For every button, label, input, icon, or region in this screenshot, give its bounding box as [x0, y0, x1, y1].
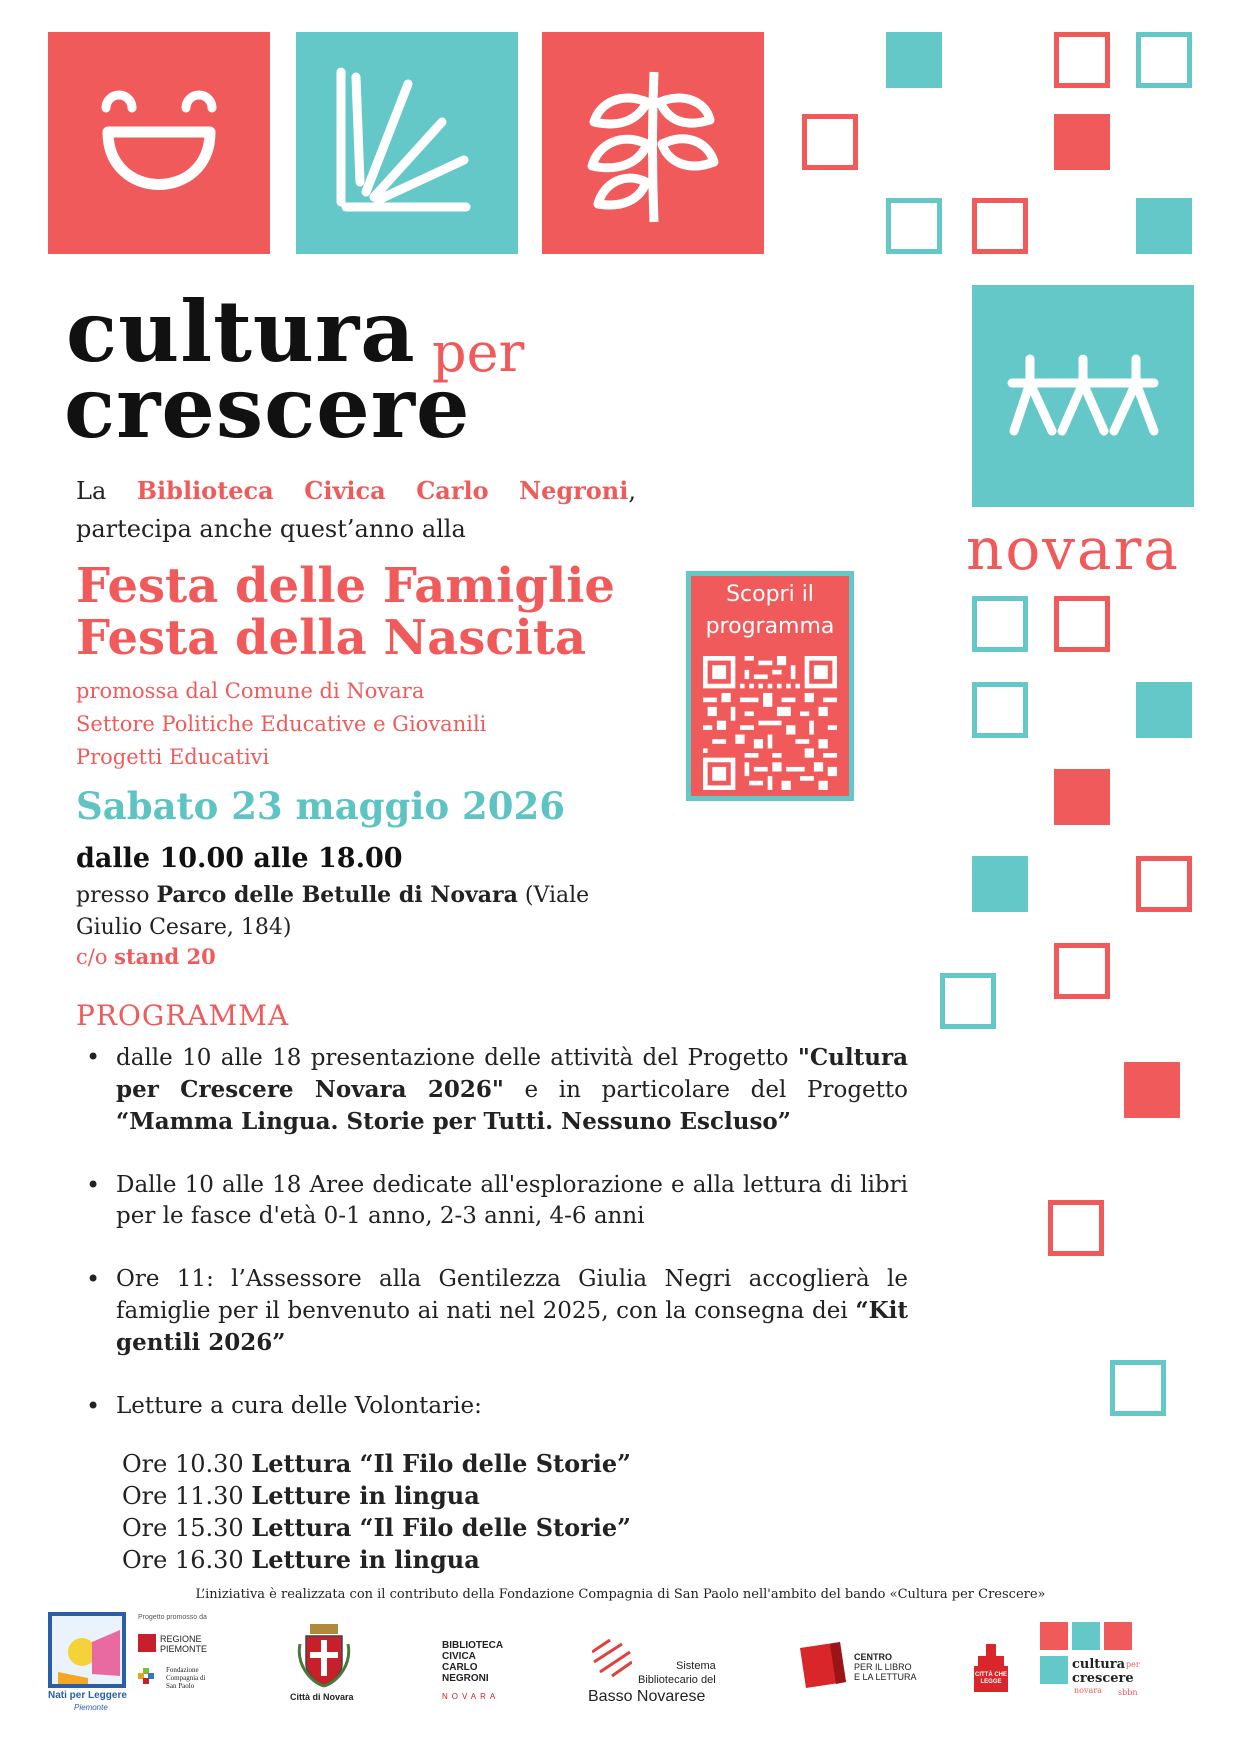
intro-text	[76, 472, 636, 548]
stand-number: stand 20	[114, 944, 216, 969]
citta-che-legge-logo-icon	[974, 1644, 1008, 1692]
centro-libro-logo-icon	[800, 1642, 846, 1688]
program-item	[86, 1264, 908, 1359]
book-rays-tile	[296, 32, 518, 254]
deco-square	[1110, 1360, 1166, 1416]
reading-title: Letture in lingua	[251, 1481, 480, 1510]
citta-che-legge-label: CITTÀ CHE LEGGE	[975, 1672, 1007, 1685]
qr-caption-1: Scopri il	[726, 582, 814, 607]
intro-line-2: partecipa anche quest’anno alla	[76, 515, 466, 543]
qr-caption-2: programma	[705, 614, 835, 639]
mini-smile-icon	[1040, 1622, 1068, 1650]
item-text: dalle 10 alle 18 presentazione delle attività del Progetto	[116, 1045, 798, 1071]
biblioteca-logo	[442, 1640, 508, 1701]
title-cultura: cultura	[66, 282, 416, 381]
people-icon	[972, 285, 1194, 507]
npl-label: Nati per Leggere	[48, 1690, 127, 1701]
reading-time: Ore 11.30	[122, 1482, 252, 1510]
deco-square	[886, 32, 942, 88]
program-item	[86, 1391, 908, 1422]
intro-line-1	[76, 472, 636, 510]
reading-child-icon	[48, 1612, 126, 1688]
reading-row	[122, 1448, 631, 1480]
reading-time: Ore 15.30	[122, 1514, 252, 1542]
deco-square	[1136, 32, 1192, 88]
centro-line: E LA LETTURA	[854, 1672, 917, 1682]
people-tile	[972, 285, 1194, 507]
deco-square	[802, 114, 858, 170]
reading-row	[122, 1480, 631, 1512]
reading-row	[122, 1512, 631, 1544]
item-text: Letture a cura delle Volontarie:	[116, 1393, 482, 1419]
mini-crescere: crescere	[1072, 1671, 1134, 1686]
program-item	[86, 1170, 908, 1232]
place-address: (Viale Giulio Cesare, 184)	[76, 883, 590, 940]
item-text: e in particolare del Progetto	[503, 1077, 908, 1103]
intro-la: La	[76, 477, 107, 505]
program-list	[86, 1042, 908, 1422]
bib-city: NOVARA	[442, 1692, 500, 1701]
mini-plant-icon	[1104, 1622, 1132, 1650]
place-name: Parco delle Betulle di Novara	[156, 882, 518, 908]
reading-title: Letture in lingua	[251, 1545, 480, 1574]
reading-time: Ore 10.30	[122, 1450, 252, 1478]
event-hours: dalle 10.00 alle 18.00	[76, 843, 403, 874]
promoted-sector: Settore Politiche Educative e Giovanili	[76, 712, 487, 736]
nati-per-leggere-logo	[48, 1612, 127, 1712]
promoted-label: Progetto promosso da	[138, 1614, 207, 1621]
npl-sub: Piemonte	[74, 1703, 108, 1712]
title-crescere: crescere	[64, 358, 471, 457]
deco-square	[1136, 856, 1192, 912]
deco-square	[972, 682, 1028, 738]
deco-square	[972, 856, 1028, 912]
deco-square	[1054, 769, 1110, 825]
reading-time: Ore 16.30	[122, 1546, 252, 1574]
mini-cultura: cultura	[1072, 1657, 1126, 1672]
bib-line: CARLO	[442, 1662, 478, 1673]
deco-square	[1136, 198, 1192, 254]
bib-line: BIBLIOTECA	[442, 1640, 504, 1651]
bib-line: CIVICA	[442, 1651, 476, 1662]
promoted-projects: Progetti Educativi	[76, 745, 270, 769]
regione-label: REGIONE PIEMONTE	[160, 1634, 208, 1654]
sistema-line: Sistema	[676, 1660, 716, 1672]
program-item	[86, 1042, 908, 1138]
citta-label: Città di Novara	[290, 1692, 354, 1702]
readings-list	[122, 1448, 631, 1576]
deco-square	[1048, 1200, 1104, 1256]
sponsor-note: L’iniziativa è realizzata con il contributo della Fondazione Compagnia di San Paolo nell'ambito del bando «Cultura per Crescere»	[195, 1587, 1046, 1602]
place-prefix: presso	[76, 883, 157, 908]
qr-code-box[interactable]	[686, 571, 854, 801]
mini-people-icon	[1040, 1656, 1068, 1684]
library-word: Negroni	[519, 476, 629, 505]
deco-square	[886, 198, 942, 254]
deco-square	[1054, 596, 1110, 652]
qr-code-icon[interactable]	[699, 656, 841, 790]
item-text: Ore 11: l’Assessore alla Gentilezza Giulia Negri accoglierà le famiglie per il benvenuto ai nati nel 2025, con la consegna dei	[116, 1266, 908, 1324]
centro-line: PER IL LIBRO	[854, 1662, 912, 1672]
program-heading: PROGRAMMA	[76, 999, 290, 1032]
item-text: Dalle 10 alle 18 Aree dedicate all'esplorazione e alla lettura di libri per le fasce d'età 0-1 anno, 2-3 anni, 4-6 anni	[116, 1172, 908, 1229]
smiling-face-icon	[48, 32, 270, 254]
reading-title: Lettura “Il Filo delle Storie”	[251, 1449, 631, 1478]
fondazione-logo-icon	[138, 1668, 154, 1684]
event-title-2: Festa della Nascita	[76, 610, 587, 666]
project-name: “Mamma Lingua. Storie per Tutti. Nessuno Escluso”	[116, 1108, 791, 1135]
city-label: novara	[966, 515, 1180, 583]
fondazione-label: Fondazione Compagnia di San Paolo	[166, 1666, 206, 1690]
event-place	[76, 879, 636, 944]
novara-coat-of-arms-icon	[296, 1624, 352, 1688]
deco-square	[1054, 943, 1110, 999]
deco-square	[1124, 1062, 1180, 1118]
library-word: Civica	[304, 476, 386, 505]
reading-row	[122, 1544, 631, 1576]
regione-flag-icon	[138, 1634, 156, 1652]
stand-prefix: c/o	[76, 945, 115, 969]
sistema-line: Bibliotecario del	[638, 1674, 716, 1686]
deco-square	[972, 198, 1028, 254]
mini-per: per	[1126, 1660, 1140, 1669]
promoted-by: promossa dal Comune di Novara	[76, 679, 425, 703]
cultura-per-crescere-logo	[1040, 1622, 1150, 1698]
project-name: "Cultura per Crescere Novara 2026"	[116, 1044, 908, 1103]
library-word: Carlo	[416, 476, 489, 505]
plant-icon	[542, 32, 764, 254]
mini-rays-icon	[1072, 1622, 1100, 1650]
centro-line: CENTRO	[854, 1652, 892, 1662]
sistema-line: Basso Novarese	[588, 1688, 706, 1705]
library-word: Biblioteca	[136, 476, 274, 505]
leaf-tile	[542, 32, 764, 254]
mini-novara: novara	[1074, 1686, 1102, 1695]
deco-square	[1054, 114, 1110, 170]
deco-square	[1136, 682, 1192, 738]
event-date: Sabato 23 maggio 2026	[76, 784, 566, 828]
intro-comma: ,	[628, 477, 636, 505]
deco-square	[940, 973, 996, 1029]
sistema-logo-icon	[592, 1638, 632, 1678]
deco-square	[972, 596, 1028, 652]
event-title-1: Festa delle Famiglie	[76, 558, 615, 614]
event-stand	[76, 946, 216, 968]
reading-title: Lettura “Il Filo delle Storie”	[251, 1513, 631, 1542]
book-rays-icon	[296, 32, 518, 254]
title-per: per	[432, 321, 525, 384]
deco-square	[1054, 32, 1110, 88]
smile-tile	[48, 32, 270, 254]
mini-sbbn: sbbn	[1118, 1688, 1138, 1697]
bib-line: NEGRONI	[442, 1673, 489, 1684]
kit-name: “Kit gentili 2026”	[116, 1297, 908, 1356]
